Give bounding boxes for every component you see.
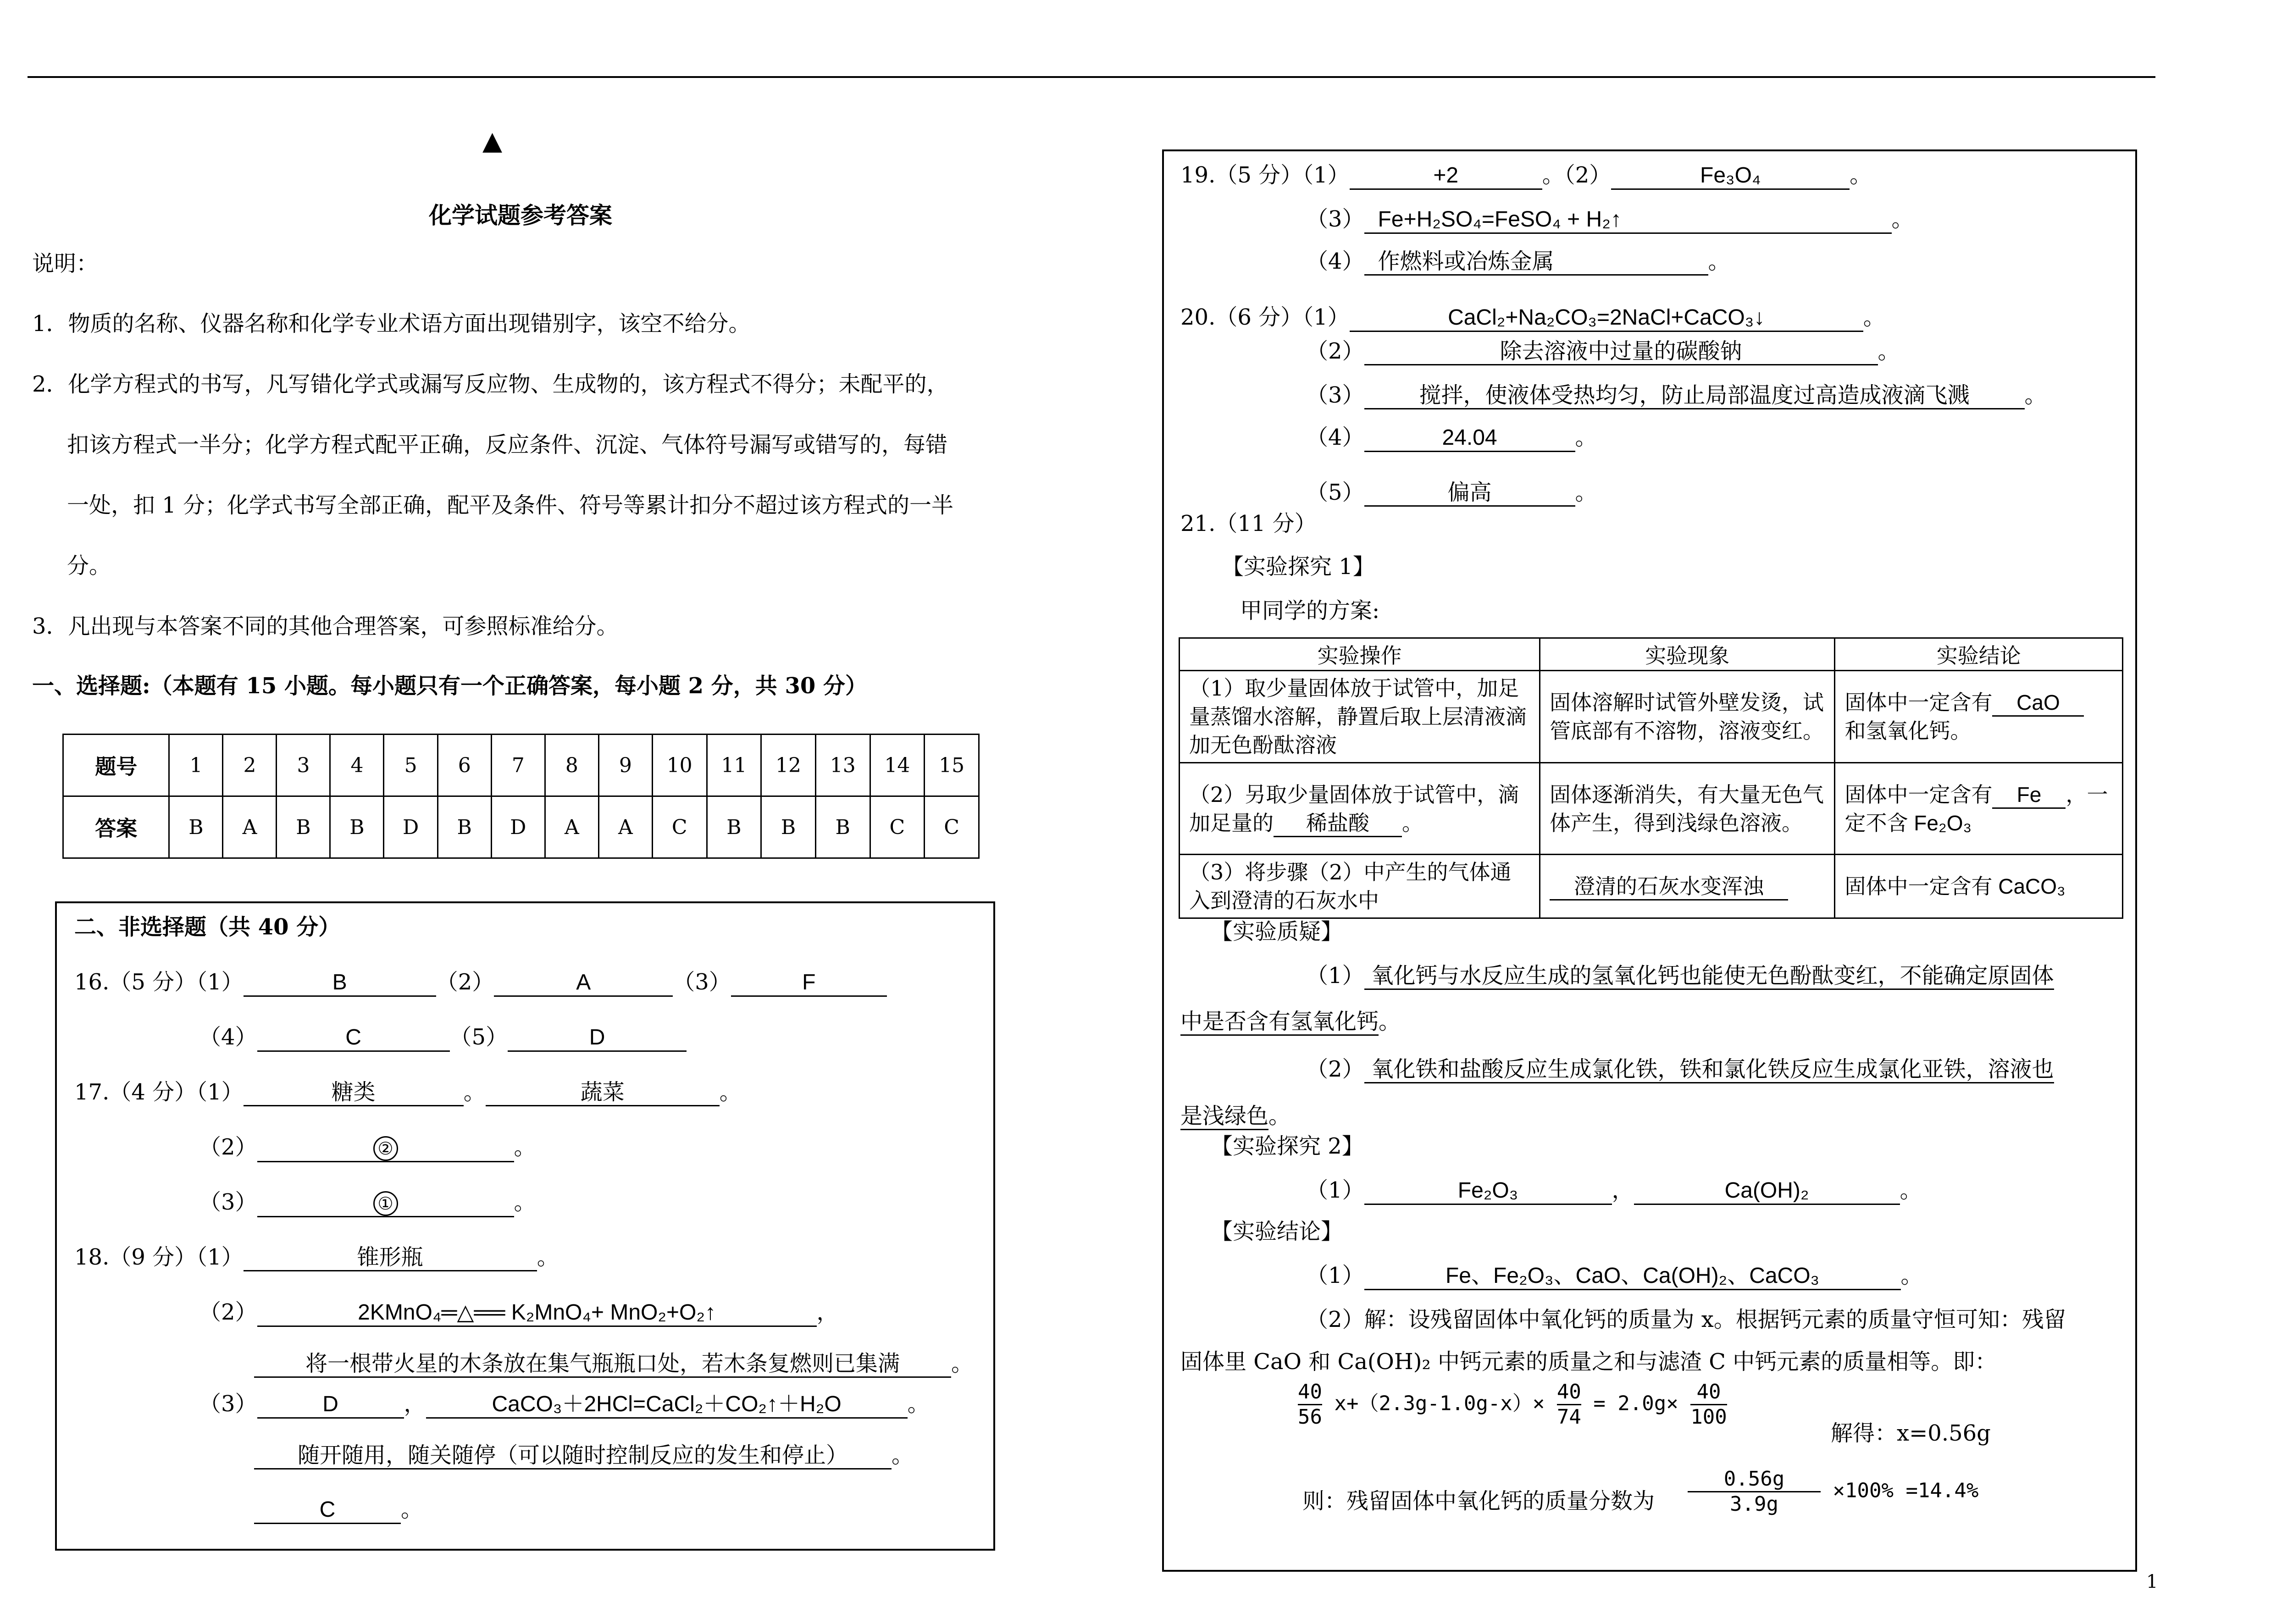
q17-answer-2: ② bbox=[257, 1134, 514, 1162]
q-number: 2 bbox=[223, 735, 277, 796]
q16-line-2: （4） C （5） D bbox=[199, 1023, 687, 1052]
row2-operation: （2）另取少量固体放于试管中，滴加足量的 稀盐酸 。 bbox=[1180, 763, 1540, 855]
row2-conclusion: 固体中一定含有 Fe ，一定不含 Fe₂O₃ bbox=[1835, 763, 2123, 855]
q-answer: C bbox=[870, 796, 925, 858]
q-number: 12 bbox=[761, 735, 816, 796]
section-2-heading: 二、非选择题（共 40 分） bbox=[74, 914, 341, 940]
mass-fraction-label: 则：残留固体中氧化钙的质量分数为 bbox=[1302, 1488, 1655, 1514]
q-number: 4 bbox=[330, 735, 384, 796]
q21-doubt-2-cont: 是浅绿色。 bbox=[1180, 1102, 1291, 1130]
header-conclusion: 实验结论 bbox=[1835, 638, 2123, 671]
q19-answer-2: Fe₃O₄ bbox=[1611, 163, 1850, 190]
q-answer: A bbox=[598, 796, 652, 858]
row3-conclusion: 固体中一定含有 CaCO₃ bbox=[1835, 855, 2123, 918]
q-number: 10 bbox=[652, 735, 707, 796]
q18-answer-3c: 随开随用，随关随停（可以随时控制反应的发生和停止） bbox=[254, 1442, 892, 1469]
q-answer: D bbox=[384, 796, 438, 858]
q18-answer-2b: 将一根带火星的木条放在集气瓶瓶口处，若木条复燃则已集满 bbox=[254, 1351, 951, 1378]
section-1-heading: 一、选择题:（本题有 15 小题。每小题只有一个正确答案，每小题 2 分，共 30 分） bbox=[32, 673, 867, 699]
header-operation: 实验操作 bbox=[1180, 638, 1540, 671]
row1-operation: （1）取少量固体放于试管中，加足量蒸馏水溶解，静置后取上层清液滴加无色酚酞溶液 bbox=[1180, 671, 1540, 763]
q16-answer-1: B bbox=[244, 970, 436, 997]
notes-head: 说明： bbox=[32, 251, 99, 276]
q21-conclusion-2a: （2）解：设残留固体中氧化钙的质量为 x。根据钙元素的质量守恒可知：残留 bbox=[1306, 1307, 2066, 1332]
q16-answer-4: C bbox=[257, 1025, 450, 1052]
row-label-answer: 答案 bbox=[63, 796, 169, 858]
note-3: 3．凡出现与本答案不同的其他合理答案，可参照标准给分。 bbox=[32, 613, 619, 639]
row3-phenomenon: 澄清的石灰水变浑浊 bbox=[1540, 855, 1835, 918]
q20-answer-2: 除去溶液中过量的碳酸钠 bbox=[1364, 338, 1878, 365]
q16-answer-3: F bbox=[731, 970, 887, 997]
q18-answer-3b: CaCO₃＋2HCl=CaCl₂＋CO₂↑＋H₂O bbox=[426, 1392, 908, 1419]
q20-line-4: （4） 24.04 。 bbox=[1306, 424, 1597, 452]
q17-line-3: （3） ① 。 bbox=[199, 1188, 536, 1217]
q18-line-2: （2） 2KMnO₄═△══ K₂MnO₄+ MnO₂+O₂↑ ， bbox=[199, 1298, 839, 1327]
q17-line-2: （2） ② 。 bbox=[199, 1133, 536, 1162]
row2-phenomenon: 固体逐渐消失，有大量无色气体产生，得到浅绿色溶液。 bbox=[1540, 763, 1835, 855]
q19-answer-3: Fe+H₂SO₄=FeSO₄ + H₂↑ bbox=[1364, 207, 1892, 234]
row-label-number: 题号 bbox=[63, 735, 169, 796]
header-phenomenon: 实验现象 bbox=[1540, 638, 1835, 671]
q-answer: B bbox=[330, 796, 384, 858]
note-2a: 2．化学方程式的书写，凡写错化学式或漏写反应物、生成物的，该方程式不得分；未配平的， bbox=[32, 371, 949, 397]
q18-answer-3: D bbox=[257, 1392, 404, 1419]
q-answer: B bbox=[707, 796, 761, 858]
q-number: 15 bbox=[925, 735, 979, 796]
q18-line-3: （3） D ， CaCO₃＋2HCl=CaCl₂＋CO₂↑＋H₂O 。 bbox=[199, 1390, 930, 1419]
q16-answer-2: A bbox=[494, 970, 673, 997]
explore2-answer-1: Fe₂O₃ bbox=[1364, 1178, 1612, 1205]
q20-answer-5: 偏高 bbox=[1364, 480, 1575, 507]
q-number: 1 bbox=[169, 735, 223, 796]
q-answer: C bbox=[925, 796, 979, 858]
q21-explore-2: 【实验探究 2】 bbox=[1211, 1133, 1364, 1159]
question-number-row bbox=[63, 735, 979, 796]
q21-conclusion-2b: 固体里 CaO 和 Ca(OH)₂ 中钙元素的质量之和与滤渣 C 中钙元素的质量相等。即： bbox=[1180, 1349, 1997, 1375]
mass-equation: $\frac{40}{56}$ x+（2.3g-1.0g-x）× $\frac{40}{74}$ = 2.0g× $\frac{40}{100}$ bbox=[1298, 1380, 1727, 1429]
q21-explore-2-line: （1） Fe₂O₃ ， Ca(OH)₂ 。 bbox=[1306, 1177, 1922, 1205]
q21-doubt-2: （2） 氧化铁和盐酸反应生成氯化铁，铁和氯化铁反应生成氯化亚铁，溶液也 bbox=[1306, 1055, 2054, 1083]
top-rule bbox=[28, 76, 2155, 78]
q20-answer-1: CaCl₂+Na₂CO₃=2NaCl+CaCO₃↓ bbox=[1350, 305, 1863, 332]
q-answer: D bbox=[491, 796, 545, 858]
q21-doubt-1-cont: 中是否含有氢氧化钙。 bbox=[1180, 1008, 1401, 1036]
q18-line-1: 18.（9 分）（1） 锥形瓶 。 bbox=[74, 1243, 559, 1271]
q20-line-5: （5） 偏高 。 bbox=[1306, 479, 1597, 507]
q-answer: B bbox=[815, 796, 870, 858]
q18-answer-3d: C bbox=[254, 1497, 401, 1524]
q-number: 13 bbox=[815, 735, 870, 796]
q-answer: B bbox=[761, 796, 816, 858]
q17-answer-3: ① bbox=[257, 1189, 514, 1217]
explore2-answer-2: Ca(OH)₂ bbox=[1634, 1178, 1900, 1205]
q-answer: A bbox=[545, 796, 598, 858]
q17-line-1: 17.（4 分）（1） 糖类 。 蔬菜 。 bbox=[74, 1078, 742, 1106]
note-2d: 分。 bbox=[67, 553, 111, 579]
row2-operation-answer: 稀盐酸 bbox=[1274, 810, 1402, 837]
triangle-marker: ▲ bbox=[482, 126, 503, 156]
q-number: 6 bbox=[438, 735, 491, 796]
q17-answer-1b: 蔬菜 bbox=[486, 1079, 720, 1106]
q-number: 11 bbox=[707, 735, 761, 796]
q18-line-3d: C 。 bbox=[254, 1496, 423, 1524]
q19-line-4: （4） 作燃料或冶炼金属 。 bbox=[1306, 248, 1730, 276]
note-2b: 扣该方程式一半分；化学方程式配平正确，反应条件、沉淀、气体符号漏写或错写的，每错 bbox=[67, 432, 948, 458]
q20-answer-3: 搅拌，使液体受热均匀，防止局部温度过高造成液滴飞溅 bbox=[1364, 382, 2025, 409]
q21-explore-1: 【实验探究 1】 bbox=[1222, 554, 1375, 580]
experiment-table-header bbox=[1180, 638, 2123, 671]
q16-line-1: 16.（5 分）（1） B （2） A （3） F bbox=[74, 968, 887, 997]
multiple-choice-table bbox=[62, 734, 980, 859]
page-title: 化学试题参考答案 bbox=[429, 202, 612, 229]
q-number: 5 bbox=[384, 735, 438, 796]
row2-conclusion-answer: Fe bbox=[1992, 782, 2066, 809]
experiment-table bbox=[1179, 637, 2123, 919]
q21-label: 21.（11 分） bbox=[1180, 511, 1317, 536]
q19-answer-4: 作燃料或冶炼金属 bbox=[1364, 249, 1708, 276]
conclusion-answer-1: Fe、Fe₂O₃、CaO、Ca(OH)₂、CaCO₃ bbox=[1364, 1263, 1901, 1290]
solve-result: 解得：x=0.56g bbox=[1831, 1420, 1991, 1446]
q21-doubt: 【实验质疑】 bbox=[1211, 919, 1343, 945]
row3-operation: （3）将步骤（2）中产生的气体通入到澄清的石灰水中 bbox=[1180, 855, 1540, 918]
q-answer: B bbox=[438, 796, 491, 858]
q21-plan: 甲同学的方案: bbox=[1240, 598, 1380, 624]
q-answer: B bbox=[169, 796, 223, 858]
row1-conclusion-answer: CaO bbox=[1992, 690, 2084, 717]
q18-answer-1: 锥形瓶 bbox=[244, 1244, 537, 1271]
q17-answer-1: 糖类 bbox=[244, 1079, 464, 1106]
row1-phenomenon: 固体溶解时试管外壁发烫，试管底部有不溶物，溶液变红。 bbox=[1540, 671, 1835, 763]
q-number: 3 bbox=[277, 735, 330, 796]
q21-doubt-1: （1） 氧化钙与水反应生成的氢氧化钙也能使无色酚酞变红，不能确定原固体 bbox=[1306, 962, 2054, 990]
mass-fraction-equation: $\frac{0.56g}{3.9g}$ ×100% =14.4% bbox=[1688, 1467, 1978, 1516]
q19-answer-1: +2 bbox=[1350, 163, 1542, 190]
q20-line-2: （2） 除去溶液中过量的碳酸钠 。 bbox=[1306, 337, 1900, 365]
note-1: 1．物质的名称、仪器名称和化学专业术语方面出现错别字，该空不给分。 bbox=[32, 311, 751, 337]
experiment-row-2 bbox=[1180, 763, 2123, 855]
q18-line-3c: 随开随用，随关随停（可以随时控制反应的发生和停止） 。 bbox=[254, 1442, 914, 1469]
q-answer: C bbox=[652, 796, 707, 858]
q21-conclusion-1: （1） Fe、Fe₂O₃、CaO、Ca(OH)₂、CaCO₃ 。 bbox=[1306, 1262, 1923, 1290]
q-number: 14 bbox=[870, 735, 925, 796]
experiment-row-1 bbox=[1180, 671, 2123, 763]
q-number: 7 bbox=[491, 735, 545, 796]
experiment-row-3 bbox=[1180, 855, 2123, 918]
q-answer: B bbox=[277, 796, 330, 858]
q18-answer-2: 2KMnO₄═△══ K₂MnO₄+ MnO₂+O₂↑ bbox=[257, 1300, 817, 1327]
q19-line-3: （3） Fe+H₂SO₄=FeSO₄ + H₂↑ 。 bbox=[1306, 205, 1914, 234]
answer-row bbox=[63, 796, 979, 858]
q-number: 9 bbox=[598, 735, 652, 796]
page-number: 1 bbox=[2146, 1571, 2158, 1592]
q-answer: A bbox=[223, 796, 277, 858]
q16-answer-5: D bbox=[508, 1025, 687, 1052]
q-number: 8 bbox=[545, 735, 598, 796]
row1-conclusion: 固体中一定含有 CaO 和氢氧化钙。 bbox=[1835, 671, 2123, 763]
q19-line-1: 19.（5 分）（1） +2 。（2） Fe₃O₄ 。 bbox=[1180, 161, 1872, 190]
q21-conclusion: 【实验结论】 bbox=[1211, 1219, 1343, 1244]
q18-line-2b: 将一根带火星的木条放在集气瓶瓶口处，若木条复燃则已集满 。 bbox=[254, 1350, 973, 1378]
q20-answer-4: 24.04 bbox=[1364, 425, 1575, 452]
note-2c: 一处，扣 1 分；化学式书写全部正确，配平及条件、符号等累计扣分不超过该方程式的一半 bbox=[67, 492, 954, 518]
q20-line-3: （3） 搅拌，使液体受热均匀，防止局部温度过高造成液滴飞溅 。 bbox=[1306, 381, 2047, 409]
q20-line-1: 20.（6 分）（1） CaCl₂+Na₂CO₃=2NaCl+CaCO₃↓ 。 bbox=[1180, 304, 1885, 332]
